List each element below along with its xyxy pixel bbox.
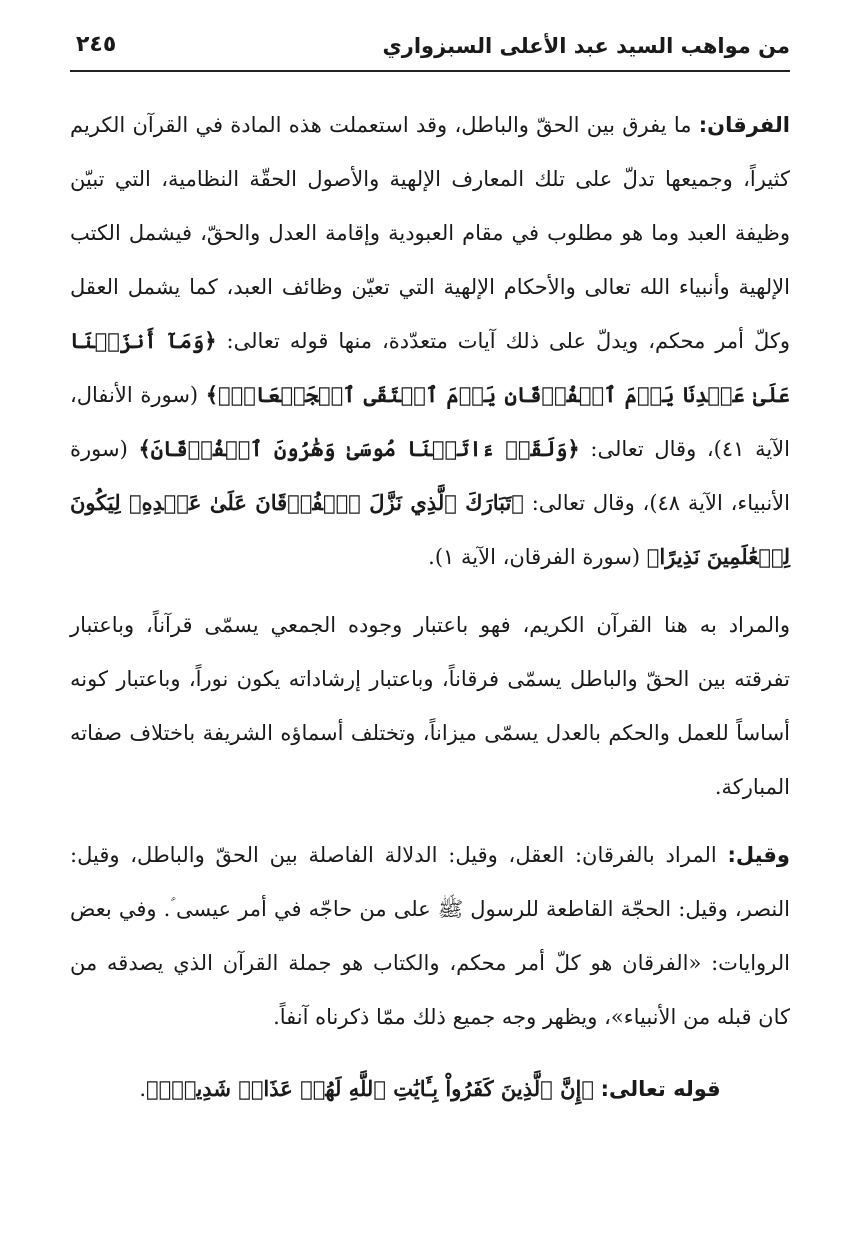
book-page bbox=[70, 26, 790, 1236]
quran-verse-kafaru: ﴿إِنَّ ٱلَّذِينَ كَفَرُواْ بِـَٔايَٰتِ ٱللَّهِ لَهُمۡ عَذَابٞ شَدِيدٞۗ﴾ bbox=[146, 1076, 594, 1101]
running-header bbox=[70, 26, 790, 72]
text-segment: (سورة الأنفال، الآية ٤١)، وقال تعالى: bbox=[70, 383, 790, 461]
quran-verse-anbiya: ﴿وَلَقَدۡ ءَاتَيۡنَا مُوسَىٰ وَهَٰرُونَ ٱلۡفُرۡقَانَ﴾ bbox=[138, 436, 580, 461]
paragraph-furqan-definition bbox=[70, 98, 790, 584]
text-segment: (سورة الأنبياء، الآية ٤٨)، وقال تعالى: bbox=[70, 437, 790, 515]
verse-trail: . bbox=[139, 1077, 147, 1101]
paragraph-other-views bbox=[70, 828, 790, 1044]
paragraph-meaning bbox=[70, 598, 790, 814]
running-title: من مواهب السيد عبد الأعلى السبزواري bbox=[382, 34, 790, 58]
verse-lead: قوله تعالى: bbox=[600, 1077, 721, 1101]
quran-verse-anfal: ﴿وَمَآ أَنزَلۡنَا عَلَىٰ عَبۡدِنَا يَوۡمَ ٱلۡفُرۡقَانِ يَوۡمَ ٱلۡتَقَى ٱلۡجَمۡعَانِۗ﴾ bbox=[70, 328, 790, 407]
paragraph-lead: الفرقان: bbox=[698, 113, 790, 137]
text-segment: ما يفرق بين الحقّ والباطل، وقد استعملت هذه المادة في القرآن الكريم كثيراً، وجميعها تدلّ على تلك المعارف الإلهية والأصول الحقّة النظامية، التي تبيّن وظيفة العبد وما هو مطلوب في مقام العبودية وإقامة العدل والحقّ، فيشمل الكتب الإلهية وأنبياء الله تعالى والأحكام الإلهية التي تعيّن وظائف العبد، كما يشمل العقل وكلّ أمر محكم، ويدلّ على ذلك آيات متعدّدة، منها قوله تعالى: bbox=[70, 113, 790, 353]
verse-heading bbox=[70, 1062, 790, 1116]
page-number: ٢٤٥ bbox=[76, 32, 117, 57]
quran-verse-furqan: ﴿تَبَارَكَ ٱلَّذِي نَزَّلَ ٱلۡفُرۡقَانَ عَلَىٰ عَبۡدِهِۦ لِيَكُونَ لِلۡعَٰلَمِينَ نَذِيرًا﴾ bbox=[70, 490, 790, 569]
paragraph-lead: وقيل: bbox=[727, 843, 790, 867]
text-segment: (سورة الفرقان، الآية ١). bbox=[428, 545, 647, 569]
text-segment: والمراد به هنا القرآن الكريم، فهو باعتبار وجوده الجمعي يسمّى قرآناً، وباعتبار تفرقته بين الحقّ والباطل يسمّى فرقاناً، وباعتبار إرشاداته يكون نوراً، وباعتبار كونه أساساً للعمل والحكم بالعدل يسمّى ميزاناً، وتختلف أسماؤه الشريفة باختلاف صفاته المباركة. bbox=[70, 613, 791, 799]
body-text bbox=[70, 98, 790, 1116]
text-segment: المراد بالفرقان: العقل، وقيل: الدلالة الفاصلة بين الحقّ والباطل، وقيل: النصر، وقيل: الحجّة القاطعة للرسول ﷺ على من حاجّه في أمر عيسى ؑ. وفي بعض الروايات: «الفرقان هو كلّ أمر محكم، والكتاب هو جملة القرآن الذي يصدقه من كان قبله من الأنبياء»، ويظهر وجه جميع ذلك ممّا ذكرناه آنفاً. bbox=[70, 843, 790, 1029]
